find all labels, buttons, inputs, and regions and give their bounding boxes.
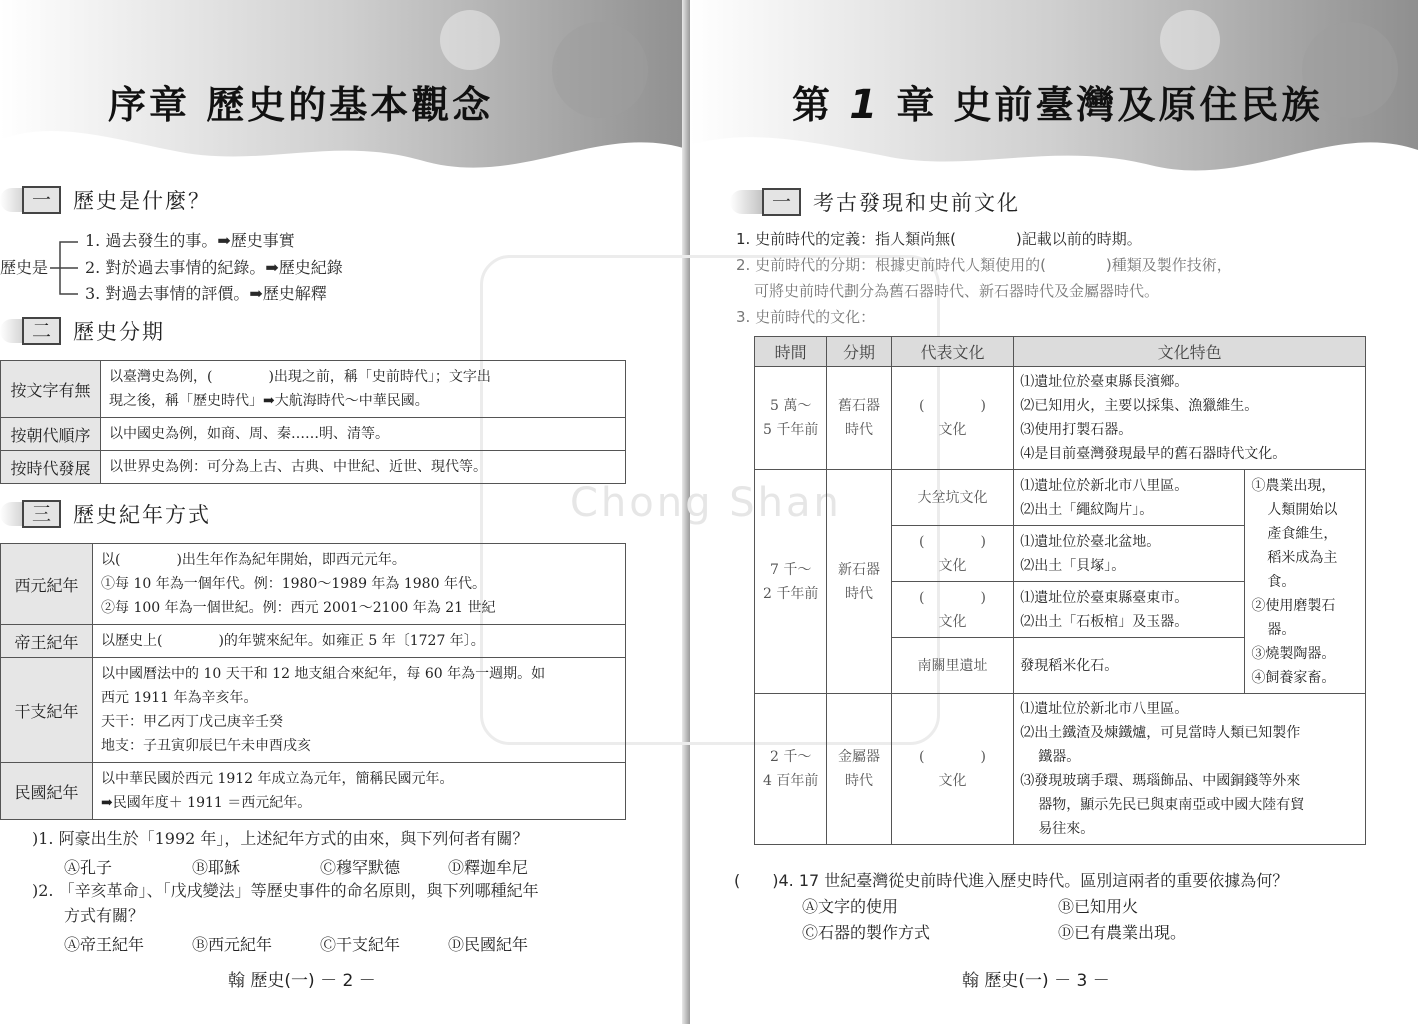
table-row [755,470,1366,526]
culture-cell [891,694,1014,845]
section-label: 歷史分期 [73,320,166,344]
section-periods [0,315,165,347]
left-chapter-title: 序章 歷史的基本觀念 [108,83,494,127]
cell-line: ②使用磨製石 [1251,597,1336,614]
period-cell [827,367,891,470]
features-cell [1014,367,1366,470]
period-head: 按文字有無 [1,361,101,418]
bracket-lines [50,238,80,300]
cell-line: 7 千～ [769,561,812,578]
cell-line: ( ) [918,398,986,414]
cell-line: ⑴遺址位於臺北盆地。 [1020,533,1161,550]
cell-line: ⑴遺址位於新北市八里區。 [1020,477,1189,494]
cell-line: 易往來。 [1038,821,1095,837]
cell-line: 舊石器 [838,398,880,414]
table-row [755,367,1366,470]
cell-line: 5 千年前 [762,422,819,438]
table-header-row [755,337,1366,367]
calendar-cell [93,763,626,820]
cell-line: 以中國曆法中的 10 天干和 12 地支組合來紀年，每 60 年為一週期。如 [101,666,546,682]
culture-cell [891,367,1014,470]
left-footer: 翰 歷史(一) － 2 － [228,971,376,991]
cell-line: ( ) [918,533,986,550]
cell-line: ⑴遺址位於臺東縣臺東市。 [1020,589,1189,606]
cell-line: 地支：子丑寅卯辰巳午未申酉戌亥 [101,738,311,754]
cell-line: ④飼養家畜。 [1251,669,1336,686]
cell-line: 時代 [845,422,873,438]
features-cell [1014,470,1245,526]
option[interactable]: Ⓒ穆罕默德 [320,858,401,877]
right-footer: 翰 歷史(一) － 3 － [962,971,1110,991]
calendar-head: 帝王紀年 [1,625,93,658]
title-text: 章 史前臺灣及原住民族 [896,83,1323,127]
cell-line: 現之後，稱「歷史時代」➡大航海時代～中華民國。 [109,393,429,409]
col-head: 分期 [827,337,891,367]
cell-line: ⑶發現玻璃手環、瑪瑙飾品、中國銅錢等外來 [1020,773,1301,789]
cell-line: 4 百年前 [762,773,819,789]
section-number: 三 [22,500,61,528]
cell-line: 鐵器。 [1038,749,1081,765]
period-cell: 以中國史為例，如商、周、秦……明、清等。 [101,418,626,451]
option[interactable]: Ⓑ耶穌 [192,858,241,877]
cell-line: 文化 [938,422,967,438]
periods-table [0,360,626,484]
cell-line: ( ) [918,749,986,765]
culture-cell: 大坌坑文化 [891,470,1014,526]
prehistory-table [754,336,1366,845]
cell-line: 2 千年前 [762,585,819,602]
col-head: 時間 [755,337,827,367]
culture-cell [891,582,1014,638]
calendar-head: 西元紀年 [1,544,93,625]
def-item-1: 1. 過去發生的事。➡歷史事實 [85,231,295,250]
title-number: 1 [849,82,881,128]
title-prefix: 第 [792,83,834,127]
cell-line: ⑷是目前臺灣發現最早的舊石器時代文化。 [1020,446,1287,462]
cell-line: ⑵出土「繩紋陶片」。 [1020,501,1154,518]
point-2b: 可將史前時代劃分為舊石器時代、新石器時代及金屬器時代。 [754,282,1160,300]
question-2-options [64,932,576,955]
period-cell: 以世界史為例：可分為上古、古典、中世紀、近世、現代等。 [101,451,626,484]
option[interactable]: Ⓒ石器的製作方式 [802,923,931,942]
table-row [1,544,626,625]
cell-line: 天干：甲乙丙丁戊己庚辛壬癸 [101,714,283,730]
time-cell [755,694,827,845]
option[interactable]: Ⓐ孔子 [64,858,113,877]
cell-line: 文化 [938,773,967,789]
features-cell: 發現稻米化石。 [1014,638,1245,694]
cell-line: ⑴遺址位於臺東縣長濱鄉。 [1020,374,1189,390]
cell-line: 文化 [938,557,967,574]
option[interactable]: Ⓑ西元紀年 [192,935,273,954]
option[interactable]: Ⓓ釋迦牟尼 [448,858,529,877]
culture-cell [891,526,1014,582]
cell-line: 西元 1911 年為辛亥年。 [101,690,258,706]
cell-line: ⑴遺址位於新北市八里區。 [1020,701,1189,717]
period-cell [827,470,891,694]
section-number: 一 [22,186,61,214]
section-calendars [0,498,211,530]
watermark-text: Chong Shan [570,480,842,526]
period-head: 按時代發展 [1,451,101,484]
period-cell [827,694,891,845]
cell-line: 5 萬～ [769,398,812,414]
question-2: )2. 「辛亥革命」、「戊戌變法」等歷史事件的命名原則，與下列哪種紀年 [32,881,539,900]
cell-line: 金屬器 [838,749,880,765]
table-row [1,361,626,418]
question-1-options [64,855,576,878]
features-cell [1014,526,1245,582]
section-what-is-history [0,184,211,216]
cell-line: 2 千～ [769,749,812,765]
table-row [1,763,626,820]
cell-line: 食。 [1267,573,1296,590]
cell-line: ①每 10 年為一個年代。例：1980～1989 年為 1980 年代。 [101,576,486,592]
option[interactable]: Ⓑ已知用火 [1058,897,1139,916]
common-features-cell [1245,470,1366,694]
point-3: 3. 史前時代的文化： [736,308,876,326]
right-chapter-title [792,74,1323,129]
cell-line: 稻米成為主 [1267,549,1338,566]
def-item-2: 2. 對於過去事情的紀錄。➡歷史紀錄 [85,258,343,277]
def-item-3: 3. 對過去事情的評價。➡歷史解釋 [85,284,327,303]
cell-line: 產食維生， [1267,525,1338,542]
cell-line: ③燒製陶器。 [1251,645,1336,662]
calendar-head: 民國紀年 [1,763,93,820]
cell-line: 時代 [845,773,873,789]
question-2-cont: 方式有關？ [64,906,145,925]
table-row [1,625,626,658]
section-label: 考古發現和史前文化 [813,191,1021,215]
option[interactable]: Ⓒ干支紀年 [320,935,401,954]
point-1: 1. 史前時代的定義：指人類尚無( )記載以前的時期。 [736,230,1142,248]
option[interactable]: Ⓐ文字的使用 [802,897,899,916]
cell-line: 新石器 [838,561,880,578]
cell-line: 人類開始以 [1267,501,1338,518]
right-page [570,0,1418,1024]
cell-line: 以( )出生年作為紀年開始，即西元元年。 [101,552,406,568]
calendar-cell [93,544,626,625]
cell-line: ②每 100 年為一個世紀。例：西元 2001～2100 年為 21 世紀 [101,600,496,616]
features-cell [1014,582,1245,638]
table-row [755,694,1366,845]
option[interactable]: Ⓓ民國紀年 [448,935,529,954]
option[interactable]: Ⓐ帝王紀年 [64,935,145,954]
time-cell [755,470,827,694]
cell-line: ⑵出土鐵渣及煉鐵爐，可見當時人類已知製作 [1020,725,1301,741]
question-4-options-row1 [802,894,1238,917]
question-1: )1. 阿豪出生於「1992 年」，上述紀年方式的由來，與下列何者有關？ [32,829,529,848]
cell-line: ⑵出土「石板棺」及玉器。 [1020,613,1189,630]
section-number: 二 [22,317,61,345]
culture-cell: 南關里遺址 [891,638,1014,694]
cell-line: ( ) [918,589,986,606]
cell-line: 器物，顯示先民已與東南亞或中國大陸有貿 [1038,797,1305,813]
table-row [1,658,626,763]
cell-line: 時代 [845,585,873,602]
cell-line: 器。 [1267,621,1296,638]
calendar-cell [93,658,626,763]
question-4-options-row2 [802,920,1238,943]
period-cell [101,361,626,418]
calendar-head: 干支紀年 [1,658,93,763]
section-number: 一 [762,188,801,216]
section-label: 歷史是什麼？ [73,189,212,213]
cell-line: 以中華民國於西元 1912 年成立為元年，簡稱民國元年。 [101,771,454,787]
calendar-cell: 以歷史上( )的年號來紀年。如雍正 5 年〔1727 年〕。 [93,625,626,658]
cell-line: ⑵已知用火，主要以採集、漁獵維生。 [1020,398,1259,414]
col-head: 代表文化 [891,337,1014,367]
table-row [1,418,626,451]
cell-line: ①農業出現， [1251,477,1336,494]
section-label: 歷史紀年方式 [73,503,212,527]
history-is-label: 歷史是 [0,258,49,277]
period-head: 按朝代順序 [1,418,101,451]
cell-line: 以臺灣史為例，( )出現之前，稱「史前時代」；文字出 [109,369,491,385]
features-cell [1014,694,1366,845]
calendars-table [0,543,626,820]
col-head: 文化特色 [1014,337,1366,367]
table-row [1,451,626,484]
cell-line: ⑵出土「貝塚」。 [1020,557,1126,574]
point-2a: 2. 史前時代的分期：根據史前時代人類使用的( )種類及製作技術， [736,256,1232,274]
cell-line: 文化 [938,613,967,630]
option[interactable]: Ⓓ已有農業出現。 [1058,923,1187,942]
cell-line: ⑶使用打製石器。 [1020,422,1133,438]
time-cell [755,367,827,470]
cell-line: ➡民國年度＋ 1911 ＝西元紀年。 [101,795,312,811]
question-4: ( )4. 17 世紀臺灣從史前時代進入歷史時代。區別這兩者的重要依據為何？ [734,871,1289,890]
section-archaeology [730,186,1020,218]
